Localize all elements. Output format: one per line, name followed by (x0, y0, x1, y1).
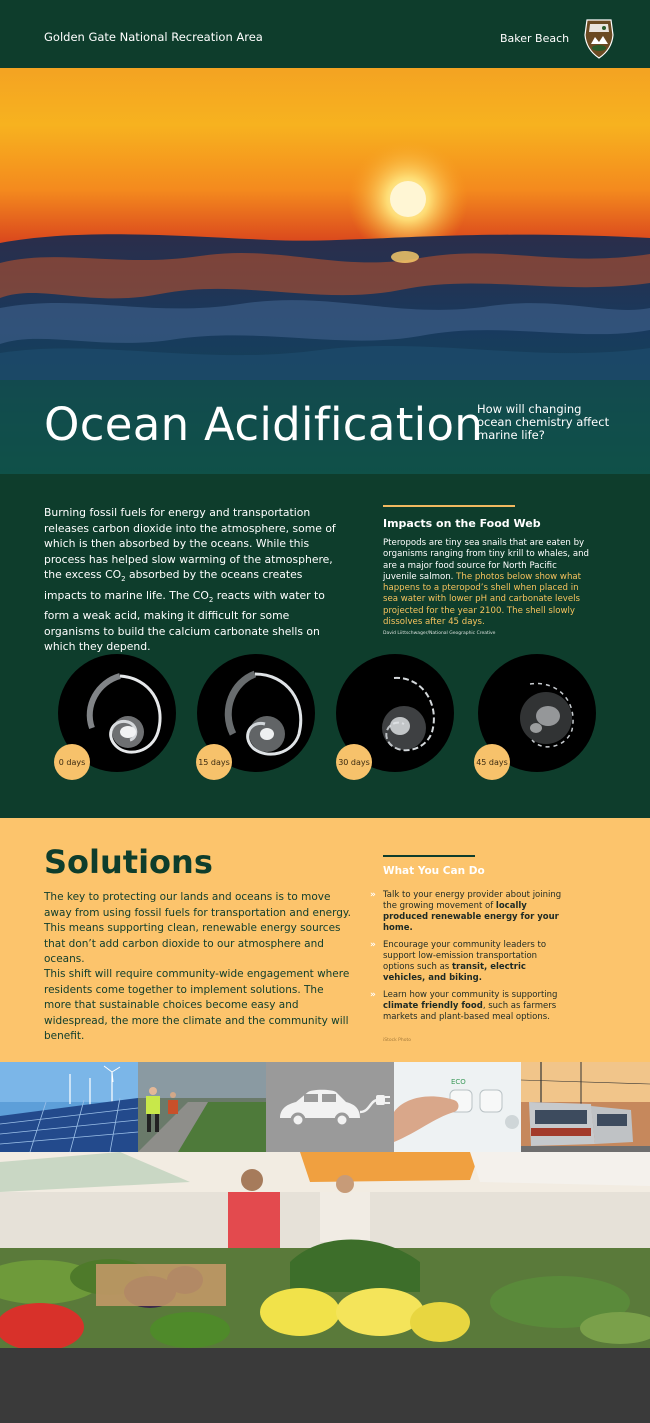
chevron-right-icon: » (370, 990, 376, 1000)
solutions-section (0, 818, 650, 1062)
eco-button-photo (394, 1062, 521, 1152)
photo-credit: iStock Photo (383, 1038, 411, 1043)
list-item: » Talk to your energy provider about joining the growing movement of locally produced renewable energy for your home. (370, 890, 562, 933)
food-web-highlight: The photos below show what happens to a pteropod’s shell when placed in sea water with lower pH and carbonate levels projected for the year 2100. The shell slowly dissolves after 45 days. (383, 571, 582, 628)
eco-button-label: ECO (451, 1078, 466, 1086)
location-name: Baker Beach (500, 32, 570, 45)
intro-paragraph: Burning fossil fuels for energy and transportation releases carbon dioxide into the atmosphere, some of which is then absorbed by the oceans. While this process has helped slow warming of the atmosphere, the excess $CO_2$ absorbed by the oceans creates impacts to marine life. The $CO_2$ reacts with water to form a weak acid, making it difficult for some organisms to build the calcium carbonate shells on which they depend. (44, 506, 336, 654)
nps-arrowhead-icon (583, 17, 615, 59)
hero-question: How will changing ocean chemistry affect marine life? (477, 402, 610, 442)
day-badge: 15 days (196, 744, 232, 780)
food-web-text: Pteropods are tiny sea snails that are eaten by organisms ranging from tiny krill to whales, and are a major food source for North Pacific juvenile salmon. The photos below show what happens to a pteropod’s shell when placed in sea water with lower pH and carbonate levels projected for the year 2100. The shell slowly dissolves after 45 days. (383, 538, 590, 628)
park-name: Golden Gate National Recreation Area (44, 30, 263, 44)
food-web-title: Impacts on the Food Web (383, 517, 541, 530)
solutions-paragraph-1: The key to protecting our lands and oceans is to move away from using fossil fuels for transportation and energy. This means supporting clean, renewable energy sources that don’t add carbon dioxide to our atmosphere and oceans. (44, 891, 351, 965)
what-you-can-do-rule (383, 855, 475, 857)
what-you-can-do-title: What You Can Do (383, 865, 485, 877)
header-bar (0, 0, 650, 68)
day-badge: 45 days (474, 744, 510, 780)
solutions-paragraph-2: This shift will require community-wide engagement where residents come together to implement solutions. The more that sustainable choices become easy and widespread, the more the climate and the community will benefit. (44, 968, 350, 1042)
chevron-right-icon: » (370, 940, 376, 950)
day-badge: 30 days (336, 744, 372, 780)
solutions-title: Solutions (44, 843, 213, 881)
list-item: » Encourage your community leaders to support low-emission transportation options such as transit, electric vehicles, and biking. (370, 940, 547, 983)
food-web-rule (383, 505, 515, 507)
farmers-market-photo (0, 1152, 650, 1348)
footer-bar (0, 1348, 650, 1423)
photo-credit: David Liittschwager/National Geographic Creative (383, 631, 496, 636)
info-section (0, 474, 650, 818)
electric-car-photo (266, 1062, 394, 1152)
solar-wind-photo (0, 1062, 138, 1152)
light-rail-photo (521, 1062, 650, 1152)
list-item: » Learn how your community is supporting climate friendly food, such as farmers markets and plant-based meal options. (370, 990, 558, 1022)
chevron-right-icon: » (370, 890, 376, 900)
cyclists-photo (138, 1062, 266, 1152)
page-title: Ocean Acidification (44, 398, 484, 451)
hero-image (0, 68, 650, 474)
day-badge: 0 days (54, 744, 90, 780)
what-you-can-do-list (370, 890, 570, 1029)
